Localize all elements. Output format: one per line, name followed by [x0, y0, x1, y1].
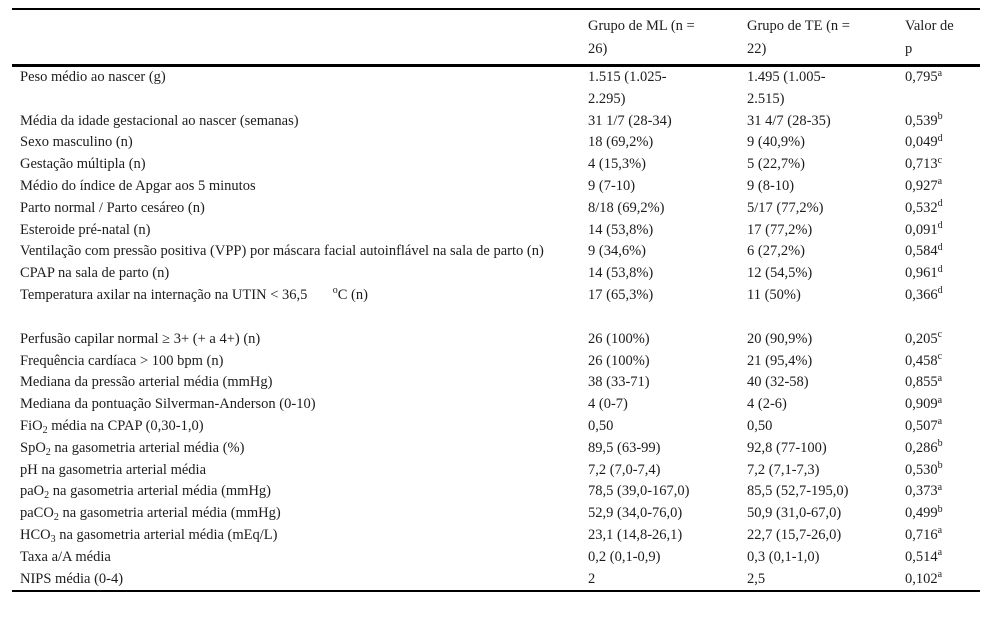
p-value-note: d	[937, 220, 943, 232]
p-value-cell	[897, 285, 980, 307]
te-group-value: 12 (54,5%)	[747, 265, 813, 282]
p-value: 0,091	[905, 221, 938, 238]
ml-group-value: 2	[588, 570, 596, 587]
te-group-value: 22,7 (15,7-26,0)	[747, 526, 842, 543]
row-label: FiO$_2$ média na CPAP (0,30-1,0)	[20, 417, 204, 436]
te-group-value: 85,5 (52,7-195,0)	[747, 483, 849, 500]
ml-group-value: 26 (100%)	[588, 352, 650, 369]
ml-group-value: 9 (7-10)	[588, 177, 636, 194]
p-value: 0,909	[905, 396, 938, 413]
te-group-value: 9 (8-10)	[747, 177, 795, 194]
te-group-value: 21 (95,4%)	[747, 352, 813, 369]
p-value-note: c	[937, 154, 943, 166]
row-label: Temperatura axilar na internação na UTIN < 36,5 $^o$C (n)	[20, 285, 368, 303]
p-value-note: a	[937, 481, 943, 493]
table-row	[12, 372, 980, 394]
te-group-value: 0,3 (0,1-1,0)	[747, 548, 820, 565]
p-value-cell	[897, 372, 980, 394]
p-value-cell	[897, 241, 980, 263]
te-group-value: 31 4/7 (28-35)	[747, 112, 831, 129]
ml-group-value: 26 (100%)	[588, 330, 650, 347]
p-value: 0,795	[905, 69, 938, 85]
p-value: 0,713	[905, 156, 938, 173]
p-value: 0,102	[905, 570, 938, 587]
clinical-characteristics-table	[12, 8, 980, 592]
p-value-cell	[897, 263, 980, 285]
row-label: $HCO_3$ na gasometria arterial média (mEq/L)	[20, 526, 278, 545]
p-value: 0,205	[905, 330, 938, 347]
te-group-value: 40 (32-58)	[747, 374, 809, 391]
p-value-note: a	[937, 176, 943, 188]
te-group-value: 20 (90,9%)	[747, 330, 813, 347]
p-value-cell	[897, 525, 980, 547]
row-label: Média da idade gestacional ao nascer (semanas)	[20, 112, 299, 129]
p-value-note: a	[937, 67, 943, 79]
te-group-value: 6 (27,2%)	[747, 243, 805, 260]
p-value: 0,532	[905, 199, 938, 216]
ml-group-value: 17 (65,3%)	[588, 286, 654, 303]
row-label: Esteroide pré-natal (n)	[20, 221, 151, 238]
p-value: 0,514	[905, 548, 938, 565]
table-row	[12, 198, 980, 220]
row-label: Parto normal / Parto cesáreo (n)	[20, 199, 205, 216]
ml-group-value: 52,9 (34,0-76,0)	[588, 505, 683, 522]
ml-group-value: 0,2 (0,1-0,9)	[588, 548, 661, 565]
ml-group-value: 14 (53,8%)	[588, 265, 654, 282]
row-label: Taxa a/A média	[20, 548, 111, 565]
spacer-row	[12, 307, 980, 329]
p-value: 0,961	[905, 265, 938, 282]
te-group-value: 9 (40,9%)	[747, 134, 805, 151]
ml-group-value: 89,5 (63-99)	[588, 439, 661, 456]
ml-group-value: 4 (0-7)	[588, 396, 628, 413]
p-value-note: c	[937, 351, 943, 363]
row-label: pH na gasometria arterial média	[20, 461, 207, 478]
p-value-note: b	[937, 460, 943, 472]
row-label: paO$_2$ na gasometria arterial média (mmHg)	[20, 483, 272, 502]
row-label: paCO$_2$ na gasometria arterial média (mmHg)	[20, 505, 281, 524]
table-row	[12, 569, 980, 592]
table-row	[12, 481, 980, 503]
p-value: 0,366	[905, 286, 938, 303]
table-row	[12, 394, 980, 416]
te-group-value: 5 (22,7%)	[747, 156, 805, 173]
label-subscript: 2	[44, 490, 50, 502]
row-label: Frequência cardíaca > 100 bpm (n)	[20, 352, 224, 369]
row-label: NIPS média (0-4)	[20, 570, 124, 587]
ml-group-value: 31 1/7 (28-34)	[588, 112, 672, 129]
p-value: 0,539	[905, 112, 938, 129]
p-value-cell	[897, 547, 980, 569]
label-subscript: 2	[45, 446, 51, 458]
p-value-note: a	[937, 394, 943, 406]
table-row	[12, 263, 980, 285]
te-group-value: 17 (77,2%)	[747, 221, 813, 238]
p-value: 0,507	[905, 417, 938, 434]
p-value-cell	[897, 220, 980, 242]
p-value-note: d	[937, 241, 943, 253]
p-value-note: a	[937, 372, 943, 384]
p-value: 0,286	[905, 439, 938, 456]
header-p-value	[897, 9, 980, 66]
row-label: Ventilação com pressão positiva (VPP) por máscara facial autoinflável na sala de parto (n)	[20, 243, 544, 260]
p-value-note: b	[937, 503, 943, 515]
te-group-value: 92,8 (77-100)	[747, 439, 827, 456]
te-group-value: 2,5	[747, 570, 766, 587]
ml-group-value: 78,5 (39,0-167,0)	[588, 483, 690, 500]
p-value: 0,584	[905, 243, 938, 260]
p-value-cell	[897, 111, 980, 133]
p-value-cell	[897, 481, 980, 503]
ml-group-value: 38 (33-71)	[588, 374, 650, 391]
p-value-note: c	[937, 329, 943, 341]
table-row	[12, 525, 980, 547]
p-value-cell	[897, 66, 980, 111]
row-label: Peso médio ao nascer (g)	[20, 69, 166, 85]
p-value: 0,458	[905, 352, 938, 369]
te-group-value: 1.495 (1.005-2.515)	[747, 69, 826, 107]
p-value-note: d	[937, 263, 943, 275]
row-label: Médio do índice de Apgar aos 5 minutos	[20, 177, 256, 194]
ml-group-value: 8/18 (69,2%)	[588, 199, 665, 216]
table-header-row	[12, 9, 980, 66]
ml-group-value: 14 (53,8%)	[588, 221, 654, 238]
te-group-value: 5/17 (77,2%)	[747, 199, 824, 216]
ml-group-value: 1.515 (1.025-2.295)	[588, 69, 667, 107]
p-value-cell	[897, 329, 980, 351]
p-value-cell	[897, 132, 980, 154]
p-value-cell	[897, 176, 980, 198]
p-value: 0,716	[905, 526, 938, 543]
header-p-value-label: Valor de p	[905, 18, 954, 57]
p-value: 0,499	[905, 505, 938, 522]
header-ml-group: Grupo de ML (n = 26)	[580, 9, 739, 66]
label-subscript: 2	[42, 424, 48, 436]
ml-group-value: 4 (15,3%)	[588, 156, 646, 173]
p-value: 0,855	[905, 374, 938, 391]
p-value: 0,373	[905, 483, 938, 500]
label-superscript: o	[332, 285, 338, 297]
label-subscript: 2	[53, 512, 59, 524]
table-row	[12, 111, 980, 133]
table-row	[12, 154, 980, 176]
ml-group-value: 18 (69,2%)	[588, 134, 654, 151]
p-value-cell	[897, 416, 980, 438]
p-value-cell	[897, 460, 980, 482]
row-label: Mediana da pontuação Silverman-Anderson (0-10)	[20, 396, 316, 413]
p-value-note: a	[937, 569, 943, 581]
table-row	[12, 241, 980, 263]
table-row	[12, 66, 980, 111]
p-value: 0,530	[905, 461, 938, 478]
p-value-note: a	[937, 525, 943, 537]
row-label: Perfusão capilar normal ≥ 3+ (+ a 4+) (n)	[20, 330, 261, 347]
document-page	[0, 8, 992, 633]
ml-group-value: 0,50	[588, 417, 614, 434]
table-row	[12, 438, 980, 460]
table-row	[12, 503, 980, 525]
te-group-value: 50,9 (31,0-67,0)	[747, 505, 842, 522]
table-row	[12, 416, 980, 438]
row-label: Sexo masculino (n)	[20, 134, 133, 151]
p-value-note: a	[937, 416, 943, 428]
p-value-cell	[897, 394, 980, 416]
p-value-note: b	[937, 111, 943, 123]
row-label: SpO$_2$ na gasometria arterial média (%)	[20, 439, 245, 458]
te-group-value: 11 (50%)	[747, 286, 801, 303]
p-value-cell	[897, 438, 980, 460]
p-value-note: b	[937, 438, 943, 450]
p-value: 0,049	[905, 134, 938, 151]
p-value-note: a	[937, 547, 943, 559]
p-value-note: d	[937, 132, 943, 144]
table-row	[12, 329, 980, 351]
table-row	[12, 547, 980, 569]
row-label: CPAP na sala de parto (n)	[20, 265, 170, 282]
table-row	[12, 285, 980, 307]
header-te-group: Grupo de TE (n = 22)	[739, 9, 897, 66]
p-value: 0,927	[905, 177, 938, 194]
te-group-value: 0,50	[747, 417, 773, 434]
p-value-cell	[897, 351, 980, 373]
header-empty	[12, 9, 580, 66]
ml-group-value: 23,1 (14,8-26,1)	[588, 526, 683, 543]
ml-group-value: 7,2 (7,0-7,4)	[588, 461, 661, 478]
table-row	[12, 132, 980, 154]
p-value-cell	[897, 503, 980, 525]
p-value-cell	[897, 198, 980, 220]
te-group-value: 4 (2-6)	[747, 396, 787, 413]
p-value-cell	[897, 154, 980, 176]
p-value-note: d	[937, 285, 943, 297]
table-row	[12, 351, 980, 373]
table-row	[12, 220, 980, 242]
ml-group-value: 9 (34,6%)	[588, 243, 646, 260]
table-row	[12, 460, 980, 482]
table-row	[12, 176, 980, 198]
table-body	[12, 66, 980, 592]
row-label: Mediana da pressão arterial média (mmHg)	[20, 374, 273, 391]
p-value-note: d	[937, 198, 943, 210]
p-value-cell	[897, 569, 980, 592]
te-group-value: 7,2 (7,1-7,3)	[747, 461, 820, 478]
label-subscript: 3	[50, 533, 56, 545]
row-label: Gestação múltipla (n)	[20, 156, 146, 173]
spacer-cell	[12, 307, 980, 329]
